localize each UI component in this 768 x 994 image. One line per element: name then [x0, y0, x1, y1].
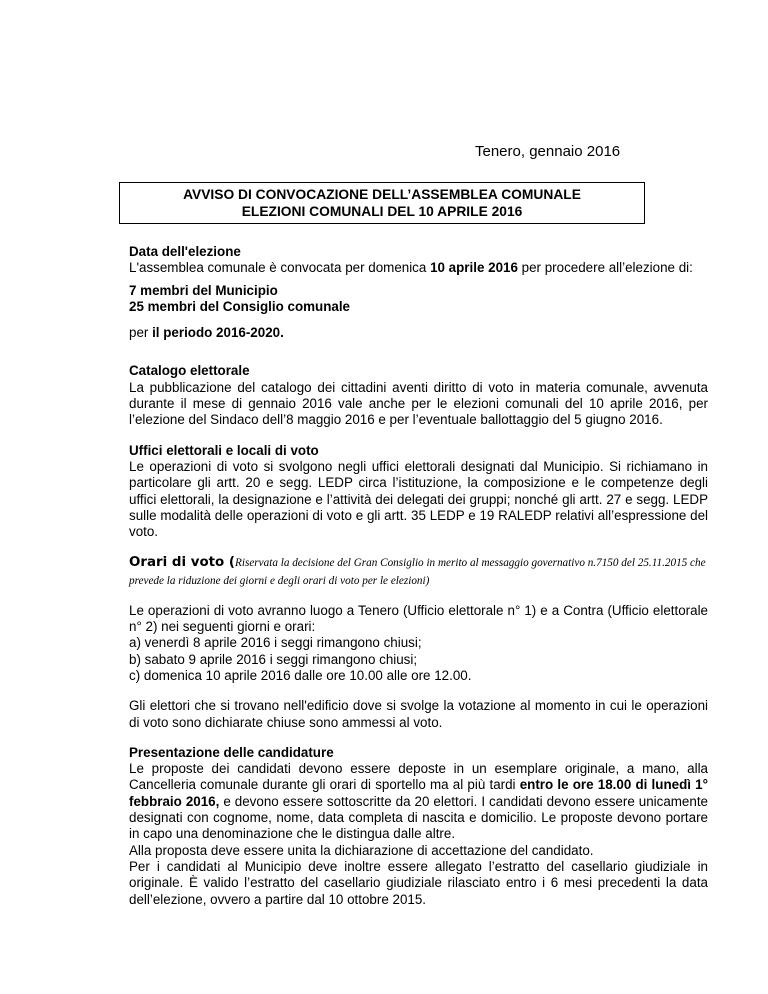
paragraph: La pubblicazione del catalogo dei cittadini aventi diritto di voto in materia comunale, avvenuta durante il mese di gennaio 2016 vale anche per le elezioni comunali del 10 aprile 2016, per l’elezione del Sindaco dell’8 maggio 2016 e per l’eventuale ballottaggio del 5 giugno 2016.: [129, 379, 708, 428]
text: per procedere all’elezione di:: [517, 260, 693, 276]
heading-note: Riservata la decisione del Gran Consiglio in merito al messaggio governativo n.7150 del 25.11.2015 che prevede la riduzione dei giorni e degli orari di voto per le elezioni): [129, 557, 706, 587]
section-data-elezione: [129, 244, 708, 341]
paragraph: [129, 761, 708, 842]
section-candidature: [129, 745, 708, 908]
dateline: Tenero, gennaio 2016: [475, 143, 621, 160]
voting-days-list: [129, 635, 708, 684]
list-item: a) venerdì 8 aprile 2016 i seggi rimangono chiusi;: [129, 635, 422, 651]
section-uffici: [129, 443, 708, 541]
text: L'assemblea comunale è convocata per domenica: [129, 260, 431, 276]
election-date: 10 aprile 2016: [430, 260, 518, 276]
text: per: [129, 325, 153, 341]
section-catalogo: [129, 363, 708, 428]
paragraph: Gli elettori che si trovano nell'edificio dove si svolge la votazione al momento in cui le operazioni di voto sono dichiarate chiuse sono ammessi al voto.: [129, 698, 708, 730]
members-municipio: 7 membri del Municipio: [129, 282, 278, 298]
period-line: [129, 325, 708, 341]
section-heading: Data dell'elezione: [129, 244, 241, 259]
heading-text: Orari di voto (: [129, 555, 236, 571]
section-heading: [129, 554, 708, 588]
section-orari: [129, 554, 708, 730]
section-heading: Uffici elettorali e locali di voto: [129, 442, 319, 458]
title-line-1: AVVISO DI CONVOCAZIONE DELL’ASSEMBLEA COMUNALE: [183, 187, 581, 202]
paragraph: Alla proposta deve essere unita la dichiarazione di accettazione del candidato.: [129, 842, 594, 858]
paragraph: Le operazioni di voto avranno luogo a Tenero (Ufficio elettorale n° 1) e a Contra (Ufficio elettorale n° 2) nei seguenti giorni e orari:: [129, 602, 708, 635]
text: Le proposte dei candidati devono essere deposte in un esemplare originale, a mano, alla Cancelleria comunale durante gli orari di sportello ma al più tardi: [129, 761, 708, 793]
list-item: b) sabato 9 aprile 2016 i seggi rimangono chiusi;: [129, 651, 418, 667]
paragraph: Le operazioni di voto si svolgono negli uffici elettorali designati dal Municipio. Si richiamano in particolare gli artt. 20 e segg. LEDP circa l’istituzione, la composizione e le competenze degli uffici elettorali, la designazione e l’attività dei delegati dei gruppi; nonché gli artt. 27 e segg. LEDP sulle modalità delle operazioni di voto e gli artt. 35 LEDP e 19 RALEDP relativi all’espressione del voto.: [129, 458, 708, 540]
section-heading: Catalogo elettorale: [129, 363, 250, 379]
list-item: c) domenica 10 aprile 2016 dalle ore 10.00 alle ore 12.00.: [129, 667, 472, 683]
text: e devono essere sottoscritte da 20 elettori. I candidati devono essere unicamente designati con cognome, nome, data completa di nascita e domicilio. Le proposte devono portare in capo una denominazione che le distingua dalle altre.: [129, 793, 708, 842]
paragraph: [129, 260, 708, 276]
title-box: [119, 182, 645, 224]
paragraph: Per i candidati al Municipio deve inoltre essere allegato l’estratto del casellario giudiziale in originale. È valido l’estratto del casellario giudiziale rilasciato entro i 6 mesi precedenti la data dell’elezione, ovvero a partire dal 10 ottobre 2015.: [129, 858, 708, 907]
members-consiglio: 25 membri del Consiglio comunale: [129, 298, 350, 314]
period: il periodo 2016-2020.: [152, 325, 284, 341]
deadline: entro le ore 18.00 di lunedì 1° febbraio 2016,: [129, 777, 708, 809]
section-heading: Presentazione delle candidature: [129, 744, 334, 760]
document-body: [129, 244, 708, 908]
title-line-2: ELEZIONI COMUNALI DEL 10 APRILE 2016: [241, 203, 523, 219]
